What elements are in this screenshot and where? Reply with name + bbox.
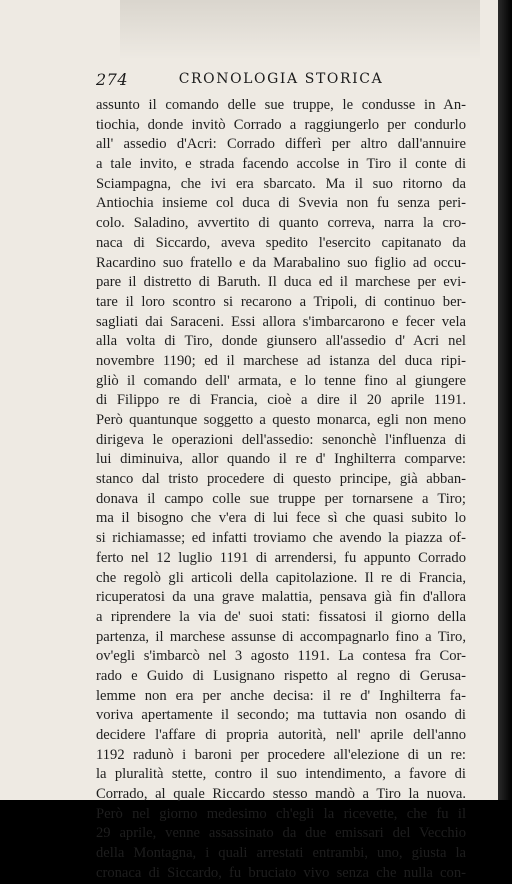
text-line: voriva apertamente il secondo; ma tuttavia non osando di <box>96 707 466 724</box>
text-line: Antiochia insieme col duca di Svevia non fu senza peri- <box>96 195 466 212</box>
text-line: a tale invito, e strada facendo accolse in Tiro il conte di <box>96 156 466 173</box>
text-line: rado e Guido di Lusignano rispetto al regno di Gerusa- <box>96 667 466 684</box>
text-line: che regolò gli articoli della capitolazione. Il re di Francia, <box>96 569 466 586</box>
scan-edge-shadow <box>498 0 512 800</box>
text-line: Però nel giorno medesimo ch'egli la ricevette, che fu il <box>96 805 466 822</box>
text-line: ferto nel 12 luglio 1191 di arrendersi, fu appunto Corrado <box>96 549 466 566</box>
text-line: tare il loro scontro si recarono a Tripoli, di continuo ber- <box>96 293 466 310</box>
text-line: cronaca di Siccardo, fu bruciato vivo senza che nulla con- <box>96 864 466 881</box>
text-line: pare il distretto di Baruth. Il duca ed il marchese per evi- <box>96 274 466 291</box>
text-line: donava il campo colle sue truppe per tornarsene a Tiro; <box>96 490 466 507</box>
text-line: novembre 1190; ed il marchese ad istanza del duca ripi- <box>96 352 466 369</box>
running-title: CRONOLOGIA STORICA <box>178 71 384 87</box>
text-line: lemme non era per anche decisa: il re d' Inghilterra fa- <box>96 687 466 704</box>
text-line: assunto il comando delle sue truppe, le condusse in An- <box>96 97 466 113</box>
text-line: Però quantunque soggetto a questo monarca, egli non meno <box>96 412 466 428</box>
text-line: naca di Siccardo, aveva spedito l'esercito capitanato da <box>96 234 466 251</box>
text-line: ricuperatosi da una grave malattia, pensava già fin d'allora <box>96 589 466 606</box>
text-line: stanco dal tristo procedere di questo principe, già abban- <box>96 471 466 488</box>
text-line: decidere l'affare di propria autorità, nell' aprile dell'anno <box>96 727 466 743</box>
text-line: alla volta di Tiro, donde giunsero all'assedio d' Acri nel <box>96 333 466 350</box>
text-line: Corrado, al quale Riccardo stesso mandò a Tiro la nuova. <box>96 786 466 803</box>
show-through-shadow <box>120 0 480 60</box>
text-line: della Montagna, i quali arrestati entrambi, uno, giusta la <box>96 845 466 862</box>
page-number: 274 <box>96 70 129 89</box>
text-line: Sciampagna, che ivi era sbarcato. Ma il suo ritorno da <box>96 175 466 192</box>
text-line: 1192 radunò i baroni per procedere all'elezione di un re: <box>96 746 466 763</box>
text-line: partenza, il marchese assunse di accompagnarlo fino a Tiro, <box>96 628 466 645</box>
text-line: sagliati dai Saraceni. Essi allora s'imbarcarono e fecer vela <box>96 313 466 330</box>
text-line: si richiamasse; ed infatti troviamo che avendo la piazza of- <box>96 530 466 547</box>
text-line: lui diminuiva, allor quando il re d' Inghilterra comparve: <box>96 451 466 468</box>
body-text <box>96 96 466 884</box>
text-line: all' assedio d'Acri: Corrado differì per altro dall'annuire <box>96 136 466 153</box>
page-header <box>96 70 466 92</box>
text-line: colo. Saladino, avvertito di quanto correva, narra la cro- <box>96 215 466 232</box>
text-line: la pluralità stette, contro il suo intendimento, a favore di <box>96 766 466 783</box>
text-line: dirigeva le operazioni dell'assedio: senonchè l'influenza di <box>96 431 466 448</box>
text-line: di Filippo re di Francia, cioè a dire il 20 aprile 1191. <box>96 392 466 409</box>
text-line: a riprendere la via de' suoi stati: fissatosi il giorno della <box>96 608 466 625</box>
text-line: ma il bisogno che v'era di lui fece sì che quasi subito lo <box>96 510 466 527</box>
text-line: tiochia, donde invitò Corrado a raggiungerlo per condurlo <box>96 116 466 133</box>
text-line: ov'egli s'imbarcò nel 3 agosto 1191. La contesa fra Cor- <box>96 648 466 665</box>
text-line: 29 aprile, venne assassinato da due emissari del Vecchio <box>96 825 466 842</box>
text-line: Racardino suo fratello e da Marabalino suo figlio ad occu- <box>96 254 466 271</box>
text-line: gliò il comando dell' armata, e lo tenne fino al giungere <box>96 372 466 389</box>
